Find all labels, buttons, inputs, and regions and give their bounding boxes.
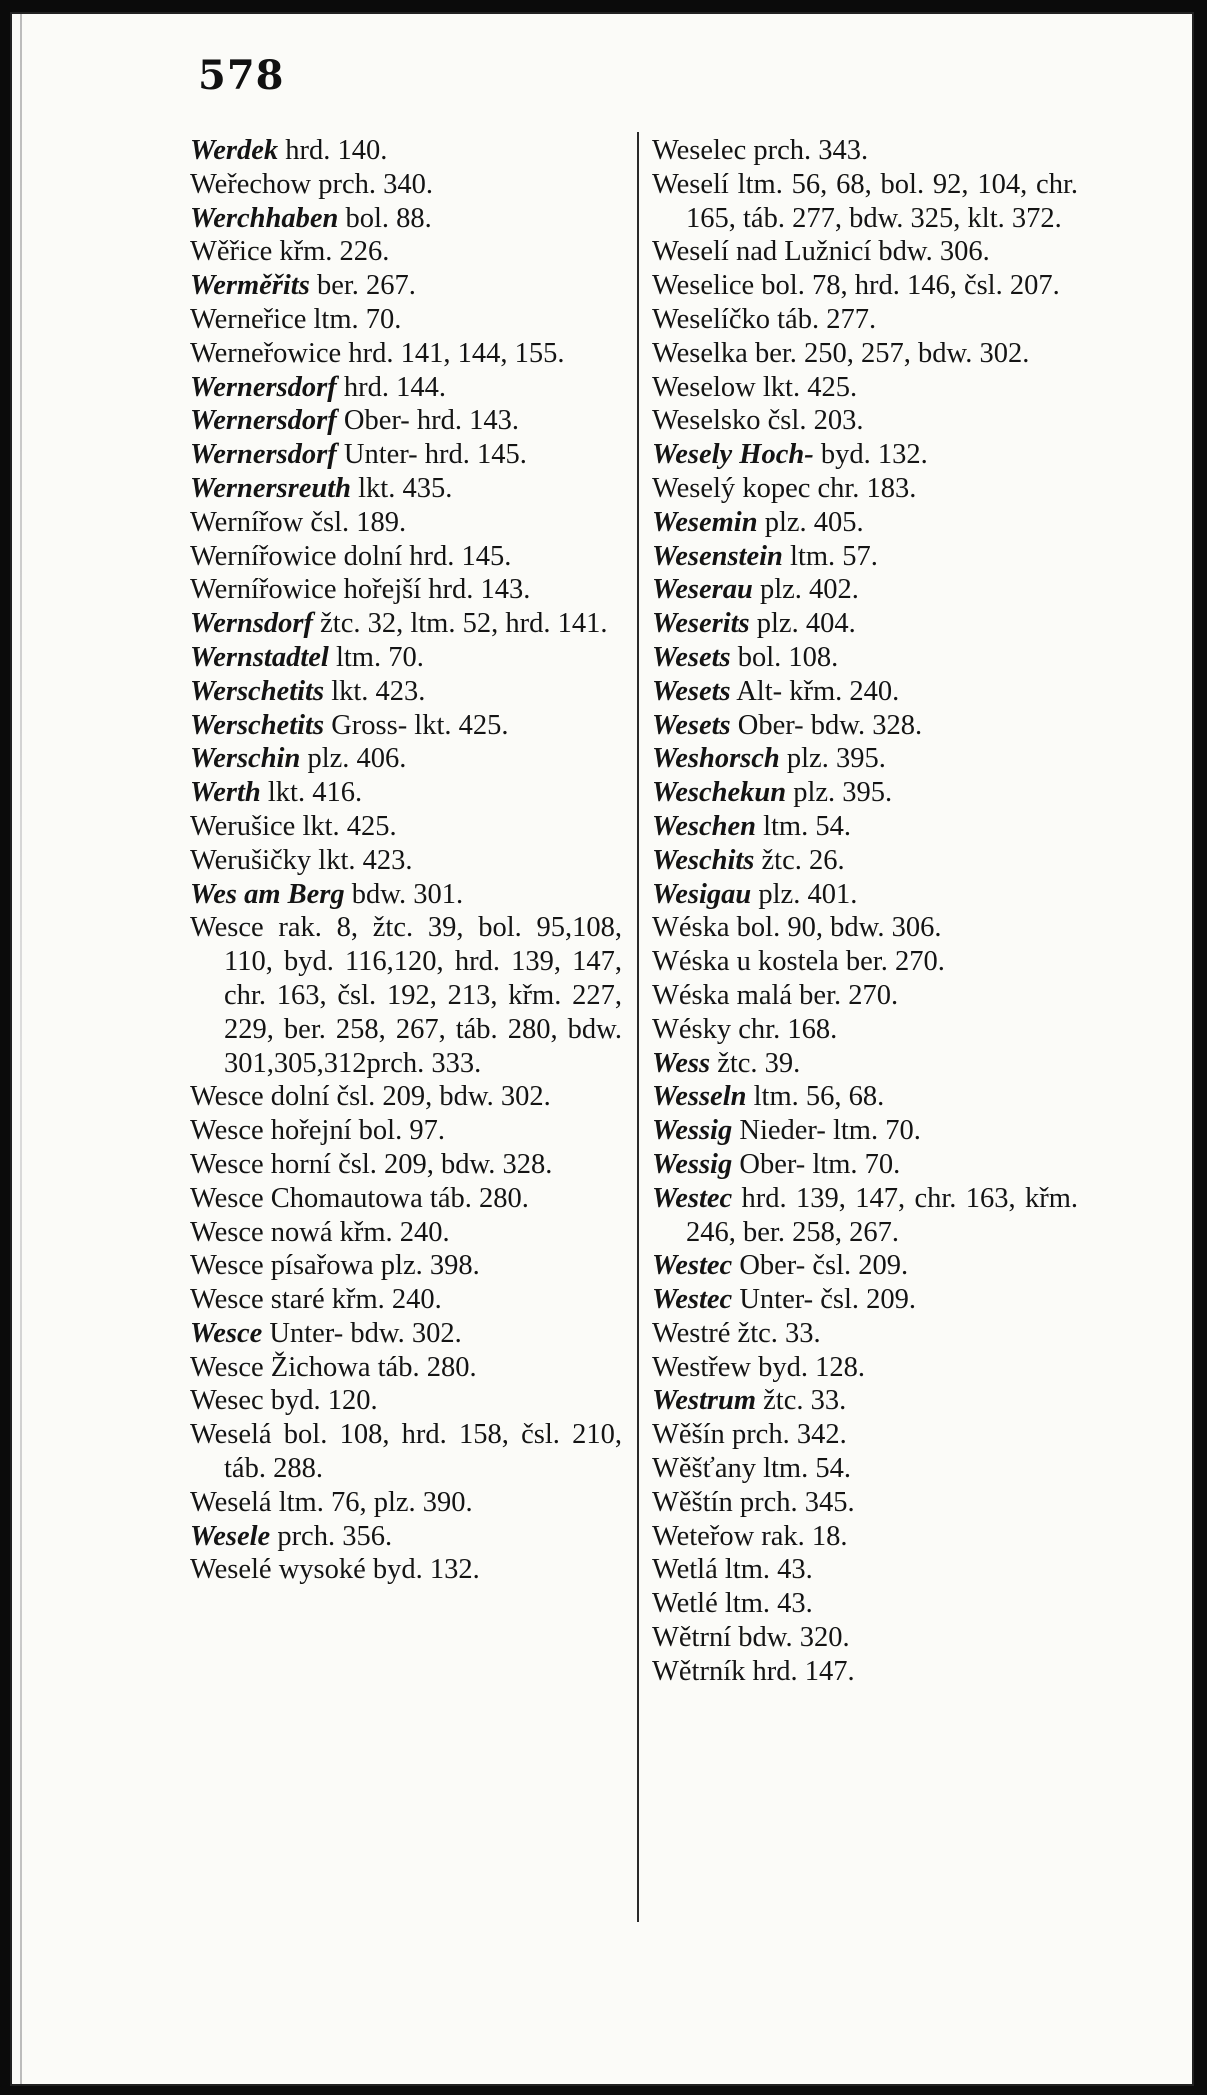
entry-term: Wesigau: [652, 878, 752, 910]
entry-term: Westec: [652, 1284, 733, 1316]
index-entry: [652, 810, 1078, 844]
entry-references: bol. 108, hrd. 158, čsl. 210, táb. 288.: [224, 1419, 622, 1485]
index-entry: [652, 709, 1078, 743]
entry-references: bdw. 301.: [344, 878, 464, 910]
index-entry: [190, 1351, 622, 1385]
entry-references: Unter- hrd. 145.: [336, 439, 527, 471]
index-entry: [652, 1553, 1078, 1587]
index-entry: [652, 1013, 1078, 1047]
index-entry: [652, 540, 1078, 574]
entry-term: Wesseln: [652, 1081, 747, 1113]
entry-references: dolní hrd. 145.: [336, 540, 512, 572]
index-entry: [652, 1621, 1078, 1655]
index-entry: [652, 979, 1078, 1013]
index-entry: [652, 1080, 1078, 1114]
index-entry: [652, 573, 1078, 607]
entry-term: Weselý: [652, 472, 736, 504]
entry-references: lkt. 425.: [295, 810, 397, 842]
index-entry: [190, 573, 622, 607]
entry-term: Werměřits: [190, 270, 310, 302]
index-entry: [652, 1587, 1078, 1621]
entry-term: Werušice: [190, 810, 296, 842]
entry-references: žtc. 32, ltm. 52, hrd. 141.: [313, 608, 608, 640]
index-entry: [190, 878, 622, 912]
entry-references: hrd. 141, 144, 155.: [341, 337, 565, 369]
entry-term: Wesenstein: [652, 540, 783, 572]
entry-term: Wernstadtel: [190, 641, 329, 673]
index-entry: [190, 911, 622, 1080]
entry-references: Ober- ltm. 70.: [732, 1148, 901, 1180]
entry-term: Wernsdorf: [190, 608, 313, 640]
entry-term: Wesce: [190, 1182, 264, 1214]
entry-references: prch. 340.: [311, 168, 434, 200]
entry-term: Weshorsch: [652, 743, 780, 775]
entry-references: rak. 8, žtc. 39, bol. 95,108, 110, byd. 116,120, hrd. 139, 147, chr. 163, čsl. 192, 213, křm. 227, 229, ber. 258, 267, táb. 280, bdw. 301,305,312prch. 333.: [224, 912, 622, 1079]
index-entry: [652, 1148, 1078, 1182]
entry-term: Werschetits: [190, 709, 325, 741]
index-entry: [190, 1486, 622, 1520]
entry-references: plz. 405.: [757, 506, 864, 538]
entry-references: hořejší hrd. 143.: [336, 574, 531, 606]
entry-term: Westré: [652, 1317, 731, 1349]
entry-term: Werneřowice: [190, 337, 342, 369]
entry-term: Wessig: [652, 1148, 733, 1180]
index-entry: [190, 810, 622, 844]
entry-term: Wětrní: [652, 1622, 732, 1654]
entry-term: Wes am Berg: [190, 878, 345, 910]
page-number: 578: [198, 52, 285, 99]
index-entry: [190, 202, 622, 236]
entry-term: Weřechow: [190, 168, 312, 200]
index-entry: [190, 134, 622, 168]
entry-term: Wernersdorf: [190, 439, 337, 471]
entry-term: Wesets: [652, 641, 731, 673]
entry-term: Wetlá: [652, 1554, 718, 1586]
index-entry: [190, 506, 622, 540]
index-entry: [652, 675, 1078, 709]
entry-term: Werdek: [190, 135, 279, 166]
entry-term: Wesemin: [652, 506, 758, 538]
entry-references: ltm. 54.: [755, 810, 851, 842]
index-entry: [652, 1283, 1078, 1317]
index-entry: [190, 844, 622, 878]
entry-term: Weteřow: [652, 1520, 755, 1552]
index-entry: [652, 878, 1078, 912]
entry-term: Wětrník: [652, 1655, 746, 1687]
entry-references: prch. 356.: [270, 1520, 393, 1552]
index-entry: [652, 1384, 1078, 1418]
entry-references: lkt. 423.: [324, 675, 426, 707]
entry-term: Weserau: [652, 574, 753, 606]
index-entry: [652, 607, 1078, 641]
index-entry: [190, 337, 622, 371]
entry-references: rak. 18.: [754, 1520, 848, 1552]
entry-term: Wesets: [652, 675, 731, 707]
entry-references: bol. 78, hrd. 146, čsl. 207.: [754, 270, 1060, 302]
entry-references: bol. 108.: [730, 641, 839, 673]
entry-references: Ober- čsl. 209.: [732, 1250, 909, 1282]
entry-references: čsl. 203.: [760, 405, 864, 437]
index-entry: [652, 1047, 1078, 1081]
index-entry: [652, 337, 1078, 371]
entry-term: Weschen: [652, 810, 756, 842]
entry-references: dolní čsl. 209, bdw. 302.: [263, 1081, 551, 1113]
entry-references: ber. 250, 257, bdw. 302.: [747, 337, 1030, 369]
entry-term: Wernířow: [190, 506, 304, 538]
entry-references: čsl. 189.: [303, 506, 407, 538]
index-entry: [190, 641, 622, 675]
index-entry: [652, 472, 1078, 506]
entry-term: Westec: [652, 1182, 733, 1214]
entry-references: prch. 345.: [732, 1486, 855, 1518]
index-entry: [652, 641, 1078, 675]
index-entry: [190, 404, 622, 438]
index-entry: [652, 404, 1078, 438]
entry-term: Westrum: [652, 1385, 756, 1417]
index-entry: [190, 675, 622, 709]
index-entry: [652, 269, 1078, 303]
index-entry: [652, 1114, 1078, 1148]
entry-references: ltm. 76, plz. 390.: [271, 1486, 473, 1518]
entry-term: Werušičky: [190, 844, 312, 876]
entry-term: Weselka: [652, 337, 748, 369]
entry-term: Wernersdorf: [190, 371, 337, 403]
index-entry: [652, 1486, 1078, 1520]
entry-term: Weselé: [190, 1554, 272, 1586]
entry-references: ltm. 43.: [717, 1554, 813, 1586]
entry-term: Wesce: [190, 1148, 264, 1180]
index-entry: [190, 1080, 622, 1114]
index-entry: [652, 945, 1078, 979]
index-entry: [190, 1148, 622, 1182]
entry-term: Werth: [190, 777, 261, 809]
entry-references: ltm. 43.: [717, 1588, 813, 1620]
entry-term: Wěšín: [652, 1419, 725, 1451]
entry-references: táb. 277.: [770, 303, 877, 335]
entry-references: Chomautowa táb. 280.: [263, 1182, 529, 1214]
index-entry: [190, 168, 622, 202]
index-entry: [190, 1114, 622, 1148]
entry-term: Wernířowice: [190, 540, 337, 572]
index-entry: [190, 438, 622, 472]
entry-term: Weschekun: [652, 777, 787, 809]
index-entry: [190, 1520, 622, 1554]
entry-term: Wesce: [190, 1351, 264, 1383]
entry-term: Weselsko: [652, 405, 761, 437]
index-entry: [190, 1418, 622, 1486]
index-entry: [652, 438, 1078, 472]
index-entry: [190, 269, 622, 303]
entry-references: Unter- bdw. 302.: [262, 1317, 462, 1349]
index-entry: [652, 303, 1078, 337]
entry-references: ber. 267.: [309, 270, 416, 302]
entry-references: ltm. 56, 68.: [746, 1081, 885, 1113]
entry-references: hrd. 144.: [336, 371, 446, 403]
index-entry: [652, 844, 1078, 878]
entry-references: ltm. 56, 68, bol. 92, 104, chr. 165, táb. 277, bdw. 325, klt. 372.: [686, 168, 1078, 234]
entry-references: nad Lužnicí bdw. 306.: [728, 236, 990, 268]
index-entry: [652, 134, 1078, 168]
entry-term: Weselec: [652, 135, 747, 166]
index-entry: [190, 303, 622, 337]
entry-term: Wesce: [190, 1250, 264, 1282]
entry-term: Weselí: [652, 236, 729, 268]
entry-references: plz. 395.: [786, 777, 893, 809]
entry-references: kopec chr. 183.: [735, 472, 917, 504]
entry-references: Žichowa táb. 280.: [263, 1351, 477, 1383]
entry-term: Wesec: [190, 1385, 264, 1417]
book-page: [12, 14, 1192, 2084]
index-entry: [190, 776, 622, 810]
index-entry: [652, 1452, 1078, 1486]
index-entry: [652, 1249, 1078, 1283]
entry-term: Werschetits: [190, 675, 325, 707]
entry-term: Weserits: [652, 608, 750, 640]
entry-references: žtc. 39.: [710, 1047, 801, 1079]
entry-term: Wěštín: [652, 1486, 733, 1518]
entry-references: ltm. 70.: [328, 641, 424, 673]
entry-term: Weselow: [652, 371, 756, 403]
entry-references: horní čsl. 209, bdw. 328.: [263, 1148, 553, 1180]
index-entry: [652, 371, 1078, 405]
entry-references: byd. 120.: [263, 1385, 378, 1417]
entry-term: Wéska: [652, 912, 730, 944]
entry-references: Nieder- ltm. 70.: [732, 1115, 921, 1147]
entry-term: Wesce: [190, 1317, 263, 1349]
entry-term: Werschin: [190, 743, 301, 775]
entry-term: Wesce: [190, 1216, 264, 1248]
entry-references: bdw. 320.: [731, 1622, 850, 1654]
entry-references: lkt. 416.: [260, 777, 363, 809]
entry-references: malá ber. 270.: [729, 979, 899, 1011]
entry-references: písařowa plz. 398.: [263, 1250, 480, 1282]
entry-term: Weselíčko: [652, 303, 770, 335]
index-entry: [190, 472, 622, 506]
entry-references: ltm. 70.: [306, 303, 402, 335]
entry-references: plz. 406.: [300, 743, 407, 775]
entry-references: prch. 343.: [746, 135, 869, 166]
entry-term: Wesce: [190, 1081, 264, 1113]
index-entry: [190, 371, 622, 405]
entry-term: Wess: [652, 1047, 711, 1079]
entry-references: byd. 132.: [813, 439, 928, 471]
index-entry: [652, 911, 1078, 945]
entry-term: Weselá: [190, 1419, 272, 1451]
index-entry: [652, 1317, 1078, 1351]
index-entry: [652, 776, 1078, 810]
column-divider: [637, 132, 639, 1922]
index-entry: [652, 1182, 1078, 1250]
entry-references: hrd. 139, 147, chr. 163, křm. 246, ber. 258, 267.: [686, 1182, 1078, 1248]
index-entry: [652, 168, 1078, 236]
index-entry: [190, 1182, 622, 1216]
entry-term: Wěřice: [190, 236, 273, 268]
index-entry: [190, 709, 622, 743]
entry-references: plz. 402.: [752, 574, 859, 606]
entry-references: hořejní bol. 97.: [263, 1115, 445, 1147]
entry-term: Weselá: [190, 1486, 272, 1518]
index-entry: [190, 1317, 622, 1351]
entry-references: ltm. 57.: [782, 540, 878, 572]
entry-term: Wesely Hoch-: [652, 439, 814, 471]
index-entry: [190, 1249, 622, 1283]
entry-references: ltm. 54.: [755, 1453, 851, 1485]
entry-term: Wésky: [652, 1013, 732, 1045]
entry-term: Weschits: [652, 844, 755, 876]
entry-references: lkt. 423.: [311, 844, 413, 876]
scan-edge: [20, 14, 22, 2084]
entry-references: Gross- lkt. 425.: [324, 709, 509, 741]
entry-references: plz. 404.: [749, 608, 856, 640]
index-entry: [190, 1384, 622, 1418]
entry-references: Alt- křm. 240.: [730, 675, 900, 707]
entry-term: Wesets: [652, 709, 731, 741]
entry-references: žtc. 33.: [756, 1385, 847, 1417]
entry-references: u kostela ber. 270.: [729, 946, 945, 978]
index-entry: [652, 1351, 1078, 1385]
entry-term: Wetlé: [652, 1588, 718, 1620]
index-entry: [652, 1655, 1078, 1689]
index-entry: [190, 235, 622, 269]
entry-term: Wěšťany: [652, 1453, 756, 1485]
entry-term: Weselice: [652, 270, 755, 302]
index-entry: [190, 1216, 622, 1250]
entry-references: bol. 88.: [338, 202, 432, 234]
entry-references: křm. 226.: [272, 236, 390, 268]
entry-references: Ober- bdw. 328.: [730, 709, 923, 741]
index-entry: [190, 742, 622, 776]
entry-term: Wéska: [652, 979, 730, 1011]
entry-term: Wéska: [652, 946, 730, 978]
right-column: [652, 134, 1078, 1689]
index-entry: [190, 1553, 622, 1587]
index-entry: [652, 506, 1078, 540]
entry-references: hrd. 140.: [278, 135, 388, 166]
index-entry: [190, 607, 622, 641]
index-entry: [652, 742, 1078, 776]
entry-references: Ober- hrd. 143.: [336, 405, 519, 437]
entry-references: lkt. 425.: [755, 371, 858, 403]
entry-term: Wesele: [190, 1520, 271, 1552]
entry-term: Westřew: [652, 1351, 751, 1383]
index-entry: [652, 235, 1078, 269]
left-column: [190, 134, 622, 1587]
index-entry: [652, 1520, 1078, 1554]
entry-term: Westec: [652, 1250, 733, 1282]
entry-references: chr. 168.: [731, 1013, 838, 1045]
index-entry: [190, 540, 622, 574]
entry-term: Werneřice: [190, 303, 307, 335]
entry-references: plz. 395.: [779, 743, 886, 775]
index-entry: [190, 1283, 622, 1317]
entry-references: nowá křm. 240.: [263, 1216, 450, 1248]
entry-references: plz. 401.: [751, 878, 858, 910]
entry-term: Werchhaben: [190, 202, 339, 234]
entry-term: Wesce: [190, 1284, 264, 1316]
entry-references: prch. 342.: [724, 1419, 847, 1451]
index-entry: [652, 1418, 1078, 1452]
entry-term: Wernersreuth: [190, 472, 352, 504]
entry-references: staré křm. 240.: [263, 1284, 442, 1316]
entry-references: hrd. 147.: [745, 1655, 855, 1687]
entry-references: žtc. 33.: [730, 1317, 821, 1349]
entry-references: žtc. 26.: [754, 844, 845, 876]
entry-references: Unter- čsl. 209.: [732, 1284, 917, 1316]
entry-term: Wernířowice: [190, 574, 337, 606]
entry-references: lkt. 435.: [351, 472, 453, 504]
entry-references: wysoké byd. 132.: [271, 1554, 480, 1586]
entry-term: Wesce: [190, 1115, 264, 1147]
entry-term: Wesce: [190, 912, 264, 944]
entry-term: Wernersdorf: [190, 405, 337, 437]
entry-term: Wessig: [652, 1115, 733, 1147]
entry-references: bol. 90, bdw. 306.: [729, 912, 942, 944]
entry-term: Weselí: [652, 168, 729, 200]
entry-references: byd. 128.: [751, 1351, 865, 1383]
